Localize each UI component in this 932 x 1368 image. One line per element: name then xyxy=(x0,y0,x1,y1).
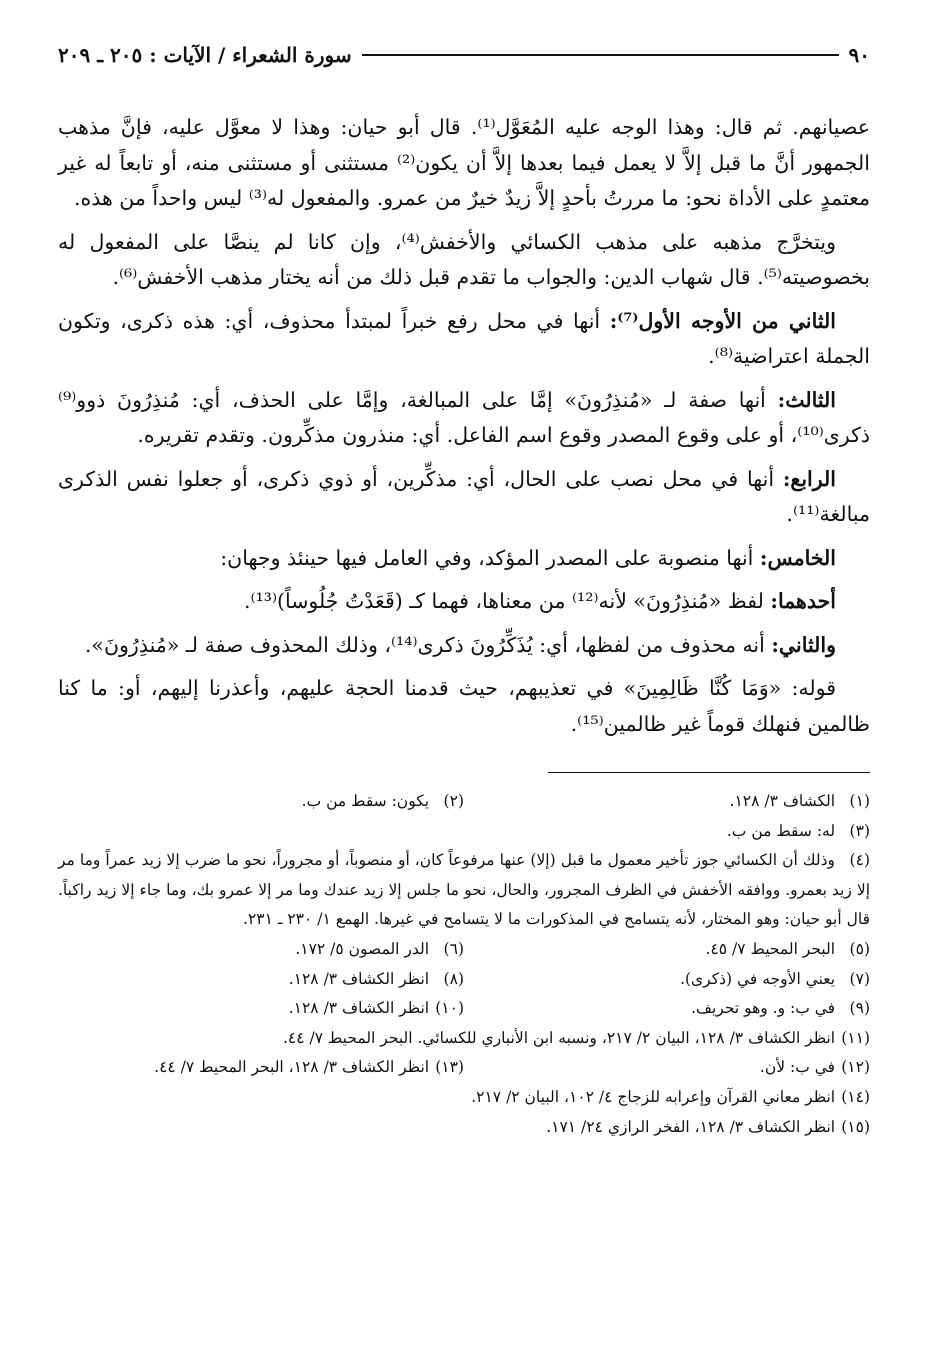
footnote-text: الكشاف ٣/ ١٢٨. xyxy=(729,792,840,810)
footnote-number: (٨) xyxy=(443,969,464,988)
footnote xyxy=(58,965,464,995)
footnote-row xyxy=(58,1113,870,1143)
paragraph-text: لفظ «مُنذِرُونَ» لأنه⁽¹²⁾ من معناها، فهما كـ (قَعَدْتُ جُلُوساً)⁽¹³⁾. xyxy=(243,589,771,613)
paragraph-lead: أحدهما: xyxy=(770,589,836,613)
footnote-text: يكون: سقط من ب. xyxy=(301,792,434,810)
footnote-number: (٧) xyxy=(849,969,870,988)
footnote-number: (٦) xyxy=(443,939,464,958)
footnote-number: (١٤) xyxy=(841,1087,870,1106)
paragraph-text: أنها منصوبة على المصدر المؤكد، وفي العامل فيها حينئذ وجهان: xyxy=(220,545,760,570)
footnote-number: (١٣) xyxy=(435,1058,464,1077)
footnote-text: في ب: و. وهو تحريف. xyxy=(690,999,840,1018)
footnote xyxy=(58,935,464,965)
footnote-number: (٣) xyxy=(849,821,870,840)
footnote-number: (٥) xyxy=(849,939,870,958)
footnote-row xyxy=(58,994,870,1024)
paragraph xyxy=(58,541,870,577)
footnote-text: يعني الأوجه في (ذكرى). xyxy=(680,969,840,988)
footnote xyxy=(58,994,464,1024)
running-header xyxy=(58,38,870,72)
page-number: ٩٠ xyxy=(848,43,870,67)
footnote-row xyxy=(58,1053,870,1083)
footnote-number: (٩) xyxy=(849,999,870,1018)
paragraph-lead: الرابع: xyxy=(782,466,836,491)
footnote xyxy=(58,846,870,935)
footnote-text: انظر الكشاف ٣/ ١٢٨. xyxy=(288,969,434,988)
footnote-text: انظر الكشاف ٣/ ١٢٨، البيان ٢/ ٢١٧، ونسبه ابن الأنباري للكسائي. البحر المحيط ٧/ ٤٤. xyxy=(282,1028,840,1047)
paragraph-text: عصيانهم. ثم قال: وهذا الوجه عليه المُعَوَّل⁽¹⁾. قال أبو حيان: وهذا لا معوَّل عليه، فإنَّ مذهب الجمهور أنَّ ما قبل إلاَّ لا يعمل فيما بعدها إلاَّ أن يكون⁽²⁾ مستثنى أو مستثنى منه، أو تابعاً له غير معتمدٍ على الأداة نحو: ما مررتُ بأحدٍ إلاَّ زيدٌ خيرٌ من عمرو. والمفعول له⁽³⁾ ليس واحداً من هذه. xyxy=(58,115,870,210)
book-page xyxy=(58,38,870,1142)
footnote-row xyxy=(58,965,870,995)
footnote-text: انظر معاني القرآن وإعرابه للزجاج ٤/ ١٠٢، البيان ٢/ ٢١٧. xyxy=(471,1087,840,1106)
footnote-row xyxy=(58,787,870,817)
main-text xyxy=(58,110,870,742)
header-rule xyxy=(362,54,839,56)
footnote-row xyxy=(58,935,870,965)
footnote-number: (٢) xyxy=(443,792,464,810)
footnote-text: في ب: لأن. xyxy=(759,1058,840,1077)
paragraph-lead: الخامس: xyxy=(759,545,836,570)
paragraph-text: أنها في محل نصب على الحال، أي: مذكِّرين، أو ذوي ذكرى، أو جعلوا نفس الذكرى مبالغة⁽¹¹⁾. xyxy=(58,466,870,526)
footnote-text: الدر المصون ٥/ ١٧٢. xyxy=(295,939,434,958)
paragraph xyxy=(58,628,870,664)
footnotes xyxy=(58,787,870,1142)
footnote xyxy=(58,787,464,817)
footnote-text: وذلك أن الكسائي جوز تأخير معمول ما قبل (إلا) عنها مرفوعاً كان، أو منصوباً، أو مجروراً، نحو ما ضرب إلا زيد عمراً وما مر إلا زيد بعمرو. ووافقه الأخفش في الظرف المجرور، والحال، نحو ما جلس إلا زيد عندك وما مر إلا عمرو بك، وما جاء إلا زيد راكباً. قال أبو حيان: وهو المختار، لأنه يتسامح في المذكورات ما لا يتسامح في غيرها. الهمع ١/ ٢٣٠ ـ ٢٣١. xyxy=(58,851,870,929)
paragraph-text: ويتخرَّج مذهبه على مذهب الكسائي والأخفش⁽⁴⁾، وإن كانا لم ينصَّا على المفعول له بخصوصيته⁽⁵⁾. قال شهاب الدين: والجواب ما تقدم قبل ذلك من أنه يختار مذهب الأخفش⁽⁶⁾. xyxy=(58,229,870,289)
footnote xyxy=(464,935,870,965)
paragraph-text: أنها في محل رفع خبراً لمبتدأ محذوف، أي: هذه ذكرى، وتكون الجملة اعتراضية⁽⁸⁾. xyxy=(58,308,870,368)
paragraph xyxy=(58,383,870,454)
paragraph xyxy=(58,304,870,375)
paragraph xyxy=(58,110,870,217)
footnote-number: (١٠) xyxy=(435,999,464,1018)
footnote xyxy=(58,1083,870,1113)
paragraph-text: أنها صفة لـ «مُنذِرُونَ» إمَّا على المبالغة، وإمَّا على الحذف، أي: مُنذِرُونَ ذوو⁽⁹⁾ ذكرى⁽¹⁰⁾، أو على وقوع المصدر وقوع اسم الفاعل. أي: منذرون مذكِّرون. وتقدم تقريره. xyxy=(58,387,870,447)
running-title: سورة الشعراء / الآيات : ٢٠٥ ـ ٢٠٩ xyxy=(58,43,352,67)
footnote xyxy=(464,965,870,995)
footnote-text: البحر المحيط ٧/ ٤٥. xyxy=(705,939,840,958)
footnote-row xyxy=(58,1024,870,1054)
footnote xyxy=(58,1024,870,1054)
footnote xyxy=(58,1053,464,1083)
footnote-text: انظر الكشاف ٣/ ١٢٨، البحر المحيط ٧/ ٤٤. xyxy=(154,1058,434,1077)
paragraph-lead: والثاني: xyxy=(771,632,836,657)
paragraph xyxy=(58,462,870,533)
footnote-row xyxy=(58,817,870,847)
paragraph xyxy=(58,671,870,742)
footnote-number: (١٥) xyxy=(841,1117,870,1136)
footnote-number: (١١) xyxy=(841,1028,870,1047)
footnote xyxy=(464,994,870,1024)
footnote-number: (١٢) xyxy=(841,1058,870,1077)
footnote xyxy=(464,1053,870,1083)
footnote-number: (٤) xyxy=(849,851,870,870)
footnote-row xyxy=(58,846,870,935)
footnote-row xyxy=(58,1083,870,1113)
footnote xyxy=(58,1113,870,1143)
footnote-divider xyxy=(548,772,870,773)
paragraph-text: أنه محذوف من لفظها، أي: يُذَكِّرُونَ ذكرى⁽¹⁴⁾، وذلك المحذوف صفة لـ «مُنذِرُونَ». xyxy=(84,632,772,657)
paragraph-text: قوله: «وَمَا كُنَّا ظَالِمِينَ» في تعذيبهم، حيث قدمنا الحجة عليهم، وأعذرنا إليهم، أو: ما كنا ظالمين فنهلك قوماً غير ظالمين⁽¹⁵⁾. xyxy=(58,676,870,736)
footnote xyxy=(464,787,870,817)
paragraph-lead: الثالث: xyxy=(777,387,836,412)
footnote xyxy=(58,817,870,847)
footnote-text: له: سقط من ب. xyxy=(726,821,840,840)
footnote-text: انظر الكشاف ٣/ ١٢٨، الفخر الرازي ٢٤/ ١٧١. xyxy=(546,1117,840,1136)
paragraph xyxy=(58,584,870,620)
footnote-text: انظر الكشاف ٣/ ١٢٨. xyxy=(288,999,434,1018)
footnote-number: (١) xyxy=(849,792,870,810)
paragraph-lead: الثاني من الأوجه الأول⁽⁷⁾: xyxy=(609,308,837,333)
paragraph xyxy=(58,225,870,296)
